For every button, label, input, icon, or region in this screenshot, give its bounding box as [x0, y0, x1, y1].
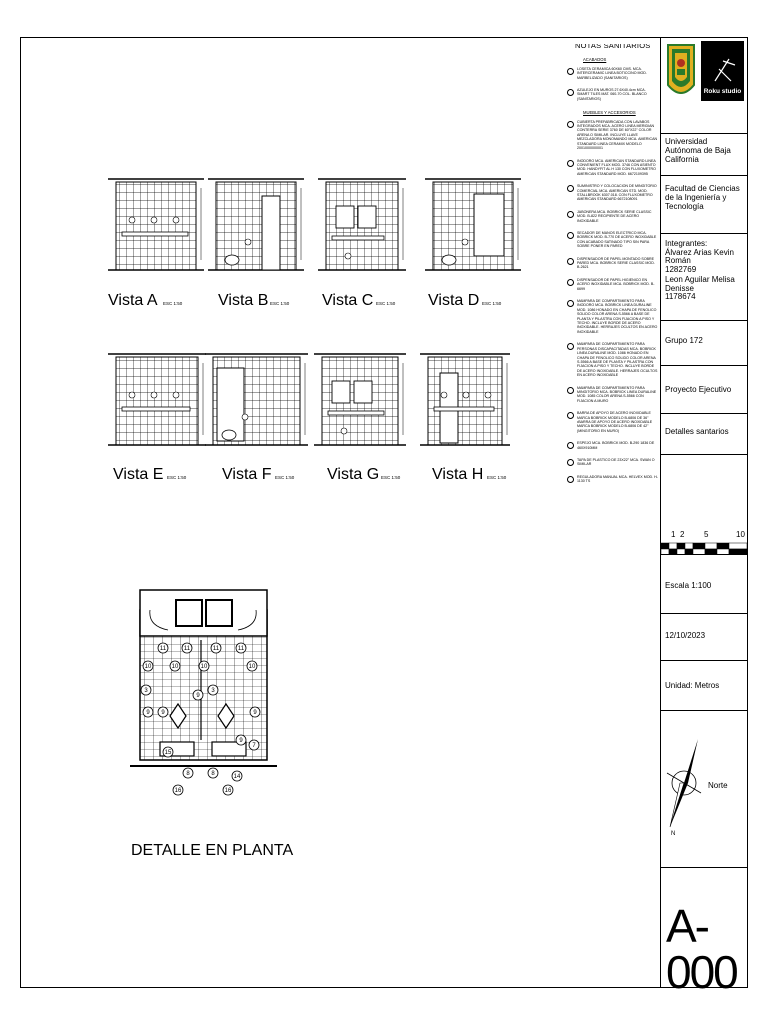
unit: Unidad: Metros	[665, 681, 720, 690]
plan-tag: 8	[211, 771, 215, 778]
tb-date-cell	[661, 613, 748, 660]
note-marker-icon	[563, 231, 577, 249]
elevation-g	[314, 354, 406, 445]
university-name: Universidad Autónoma de Baja California	[665, 137, 731, 164]
tb-north-cell	[661, 710, 748, 867]
date: 12/10/2023	[665, 631, 706, 640]
member-1-id: 1282769	[665, 264, 697, 274]
sanitary-notes	[563, 44, 659, 664]
plan-title: DETALLE EN PLANTA	[131, 842, 294, 859]
note-text: SUMINISTRO Y COLOCACION DE MINGITORIO COMERCIAL MCA. AMERICAN STD. MOD. STALLBROOK 6307.018. CON FLUXOMETRO AMERICAN STANDARD 6672108091	[577, 184, 657, 202]
note-item	[563, 231, 659, 249]
note-text: JABONERA MCA. BOBRICK SERIE CLASSIC MOD. B-822 RECIPIENTE DE ACERO INOXIDABLE	[577, 209, 652, 223]
note-item	[563, 67, 659, 80]
note-item	[563, 458, 659, 467]
elevation-c	[318, 179, 406, 270]
elevation-b	[208, 179, 304, 270]
university-seal-icon	[665, 41, 697, 103]
note-text: LOSETA CERAMICA 60X60 CMS. MCA. INTERCERAMIC LINEA BOTICCINO MOD. MARBELIZADO (SANITARIOS)	[577, 66, 647, 80]
plan-tag: 3	[144, 688, 148, 695]
view-scale-d: ESC 1:50	[482, 301, 502, 306]
note-marker-icon	[563, 278, 577, 291]
note-marker-icon	[563, 67, 577, 80]
studio-logo	[701, 41, 744, 101]
plan-tag: 11	[237, 646, 245, 653]
plan-tag: 9	[253, 710, 257, 717]
tb-faculty-cell	[661, 175, 748, 233]
elevation-e	[108, 354, 206, 445]
note-text: DISPENSADOR DE PAPEL HIGIENICO EN ACERO INOXIDABLE MCA. BOBRICK MOD. B-6699	[577, 277, 655, 291]
tb-group-cell	[661, 320, 748, 365]
note-marker-icon	[563, 386, 577, 404]
elevation-f	[205, 354, 308, 445]
note-item	[563, 120, 659, 151]
note-marker-icon	[563, 210, 577, 223]
drawing-name: Detalles santarios	[665, 427, 729, 436]
note-text: CUBIERTA PREFABRICADA CON LAVABOS INTEGRADOS MCA. ACERO LINEA MERIDIAN CONTERRA SERIE 3760 DE 60"X22" COLOR ARENA O SIMILAR. INCLUYE LLAVE MEZCLADORA MONOMANDO MCA. AMERICAN STANDARD LINEA CERAMIX MODELO 2001000000001	[577, 119, 658, 151]
view-label-b: Vista B	[218, 292, 269, 309]
graphic-scale-bar	[661, 455, 748, 555]
note-item	[563, 411, 659, 433]
floor-plan-detail	[130, 590, 277, 795]
plan-tag: 9	[196, 693, 200, 700]
plan-tag: 10	[144, 664, 152, 671]
note-item	[563, 88, 659, 101]
project-type: Proyecto Ejecutivo	[665, 385, 732, 394]
note-marker-icon	[563, 257, 577, 270]
faculty-name: Facultad de Ciencias de la Ingeniería y Tecnología	[665, 184, 740, 211]
note-item	[563, 278, 659, 291]
note-marker-icon	[563, 184, 577, 202]
elevation-h	[420, 354, 510, 445]
title-block	[660, 37, 748, 998]
scalebar-tick-1: 1	[671, 530, 676, 539]
notes-title: NOTAS SANITARIOS	[575, 44, 651, 50]
plan-tag: 7	[252, 743, 256, 750]
view-label-f: Vista F	[222, 466, 272, 483]
member-2-name: Leon Aguilar Melisa Denisse	[665, 275, 735, 293]
plan-tag: 16	[224, 788, 232, 795]
plan-tag: 8	[186, 771, 190, 778]
plan-tag: 10	[248, 664, 256, 671]
note-marker-icon	[563, 120, 577, 151]
note-item	[563, 299, 659, 334]
note-marker-icon	[563, 299, 577, 334]
north-arrow-icon	[661, 711, 748, 868]
note-marker-icon	[563, 88, 577, 101]
plan-tag: 11	[212, 646, 220, 653]
scalebar-tick-10: 10	[736, 530, 745, 539]
plan-tag: 11	[159, 646, 167, 653]
note-marker-icon	[563, 441, 577, 450]
studio-name: Roku studio	[703, 88, 742, 95]
tb-members-cell	[661, 233, 748, 320]
view-label-h: Vista H	[432, 466, 484, 483]
note-text: REGULADORA MANUAL MCA. HELVEX MOD. H-1130 TS	[577, 474, 658, 484]
note-text: SECADOR DE MANOS ELECTRICO MCA. BOBRICK MOD. B-770 DE ACERO INOXIDABLE CON ACABADO SATINADO TIPO SIN PARA SOBRE PONER EN PARED	[577, 230, 657, 249]
note-text: MAMPARA DE COMPARTIMIENTO PARA MINGITORIO MCA. BOBRICK LINEA DURALINE MOD. 1085 COLOR ARENA S-5566 CON FIJACION A MURO	[577, 385, 657, 403]
plan-tag: 9	[161, 710, 165, 717]
view-label-e: Vista E	[113, 466, 164, 483]
note-marker-icon	[563, 411, 577, 433]
plan-tag: 14	[233, 774, 241, 781]
members-label: Integrantes:	[665, 239, 708, 248]
svg-text:N: N	[671, 831, 676, 837]
note-item	[563, 184, 659, 202]
plan-tag: 3	[211, 688, 215, 695]
notes-section-heading: ACABADOS	[583, 57, 607, 63]
view-scale-b: ESC 1:50	[270, 301, 290, 306]
note-text: AZULEJO EN MUROS 27.6X40.4cm MCA. SMART TILES MAT. 060-70 COL. BLANCO (SANITARIOS)	[577, 88, 647, 101]
elevation-a	[108, 179, 204, 270]
note-item	[563, 210, 659, 223]
view-scale-e: ESC 1:50	[167, 475, 187, 480]
tb-scalebar-cell	[661, 454, 748, 554]
note-text: MAMPARA DE COMPARTIMIENTO PARA INODORO MCA. BOBRICK LINEA DURALINE MOD. 1086 HONADO EN CHAPA DE FENOLICO SOLIDO COLOR ARENA S-5566 A BASE DE PLANTA Y PILASTRA CON FIJACION A PISO Y TECHO. INCLUYE BORDE DE ACERO INOXIDABLE. HERRAJES OCULTOS EN ACERO INOXIDABLE	[577, 299, 658, 334]
view-label-a: Vista A	[108, 292, 158, 309]
plan-tag: 9	[146, 710, 150, 717]
view-label-c: Vista C	[322, 292, 374, 309]
tb-university-cell	[661, 133, 748, 175]
north-label: Norte	[708, 781, 728, 790]
tb-scale-cell	[661, 554, 748, 613]
note-item	[563, 257, 659, 270]
note-item	[563, 159, 659, 177]
note-marker-icon	[563, 342, 577, 377]
note-text: DISPENSADOR DE PAPEL MONTADO SOBRE PARED MCA. BOBRICK SERIE CLASSIC MOD. B-2621	[577, 256, 655, 270]
plan-tag: 11	[183, 646, 191, 653]
note-text: ESPEJO MCA. BOBRICK MOD. B-290 1836 DE 460X910MM	[577, 441, 655, 450]
scalebar-tick-5: 5	[704, 530, 709, 539]
member-1-name: Álvarez Arias Kevin Román	[665, 247, 734, 265]
member-2-id: 1178674	[665, 292, 696, 301]
plan-tag: 15	[164, 750, 172, 757]
view-scale-f: ESC 1:50	[275, 475, 295, 480]
group: Grupo 172	[665, 336, 703, 345]
scalebar-tick-2: 2	[680, 530, 685, 539]
scale: Escala 1:100	[665, 581, 712, 590]
note-marker-icon	[563, 159, 577, 177]
note-text: TAPA DE PLASTICO DE 23X22" MCA. SWAN O SIMILAR	[577, 458, 655, 467]
notes-section-heading: MUEBLES Y ACCESORIOS	[583, 110, 636, 116]
note-text: BARRA DE APOYO DE ACERO INOXIDABLE MARCA BOBRICK MODELO B-6806 DE 36" •BARRA DE APOYO DE ACERO INOXIDABLE MARCA BOBRICK MODELO B-6806 DE 42" (MINGITORIO EN MURO)	[577, 411, 653, 433]
note-marker-icon	[563, 475, 577, 484]
note-text: INODORO MCA. AMERICAN STANDARD LINEA CONVENIENT FLUX MOD. 3746 CON ASIENTO MOD. HANDYFIT AL H 130 CON FLUXOMETRO AMERICAN STANDARD MOD. 6672109395	[577, 158, 656, 176]
note-item	[563, 441, 659, 450]
plan-tag: 16	[174, 788, 182, 795]
note-item	[563, 475, 659, 484]
note-item	[563, 342, 659, 377]
tb-project-cell	[661, 365, 748, 413]
plan-tag: 10	[200, 664, 208, 671]
note-marker-icon	[563, 458, 577, 467]
plan-tag: 10	[171, 664, 179, 671]
view-scale-a: ESC 1:50	[163, 301, 183, 306]
note-item	[563, 386, 659, 404]
studio-mark-icon	[701, 47, 744, 87]
elevation-d	[425, 179, 521, 270]
sheet-number: A-000	[666, 900, 737, 998]
view-label-g: Vista G	[327, 466, 380, 483]
view-label-d: Vista D	[428, 292, 480, 309]
tb-unit-cell	[661, 660, 748, 710]
view-scale-g: ESC 1:50	[381, 475, 401, 480]
view-scale-h: ESC 1:50	[487, 475, 507, 480]
tb-drawing-cell	[661, 413, 748, 454]
view-scale-c: ESC 1:50	[376, 301, 396, 306]
plan-tag: 9	[239, 738, 243, 745]
note-text: MAMPARA DE COMPARTIMIENTO PARA PERSONAS DISCAPACITADAS MCA. BOBRICK LINEA DURALINE MOD. 1086 HONADO EN CHAPA DE FENOLICO SOLIDO COLOR ARENA S-5566 A BASE DE PLANTA Y PILASTRA CON FIJACION A PISO Y TECHO. INCLUYE BORDE DE ACERO INOXIDABLE. HERRAJES OCULTOS EN ACERO INOXIDABLE	[577, 342, 658, 378]
tb-sheet-cell	[661, 867, 748, 998]
